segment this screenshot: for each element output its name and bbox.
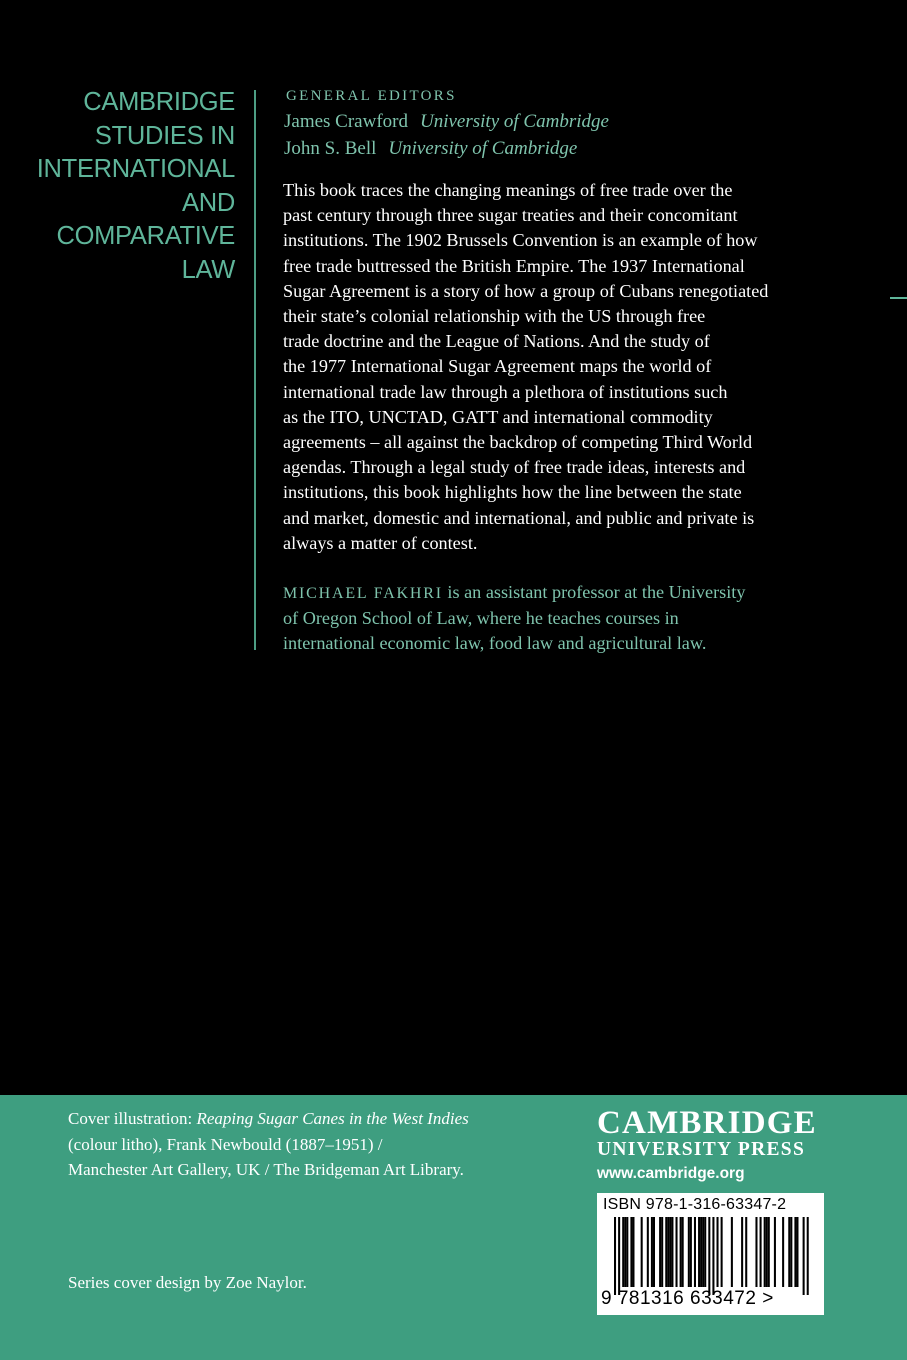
blurb-line: agendas. Through a legal study of free trade ideas, interests and xyxy=(283,457,746,478)
book-blurb xyxy=(283,178,823,556)
editor-row xyxy=(284,138,577,160)
cover-credit-line xyxy=(68,1106,469,1132)
blurb-line: agreements – all against the backdrop of competing Third World xyxy=(283,432,753,453)
cover-credit xyxy=(68,1106,469,1183)
blurb-line: past century through three sugar treaties and their concomitant xyxy=(283,205,738,226)
series-title-line: AND xyxy=(182,188,235,217)
barcode-bar xyxy=(790,1217,792,1287)
cover-credit-prefix: Cover illustration: xyxy=(68,1109,197,1128)
barcode-bar xyxy=(807,1217,809,1295)
barcode-bar xyxy=(676,1217,678,1287)
editor-affiliation: University of Cambridge xyxy=(420,111,609,132)
barcode-bar xyxy=(667,1217,669,1287)
cover-credit-line: (colour litho), Frank Newbould (1887–1951) / xyxy=(68,1134,383,1154)
isbn-label: ISBN 978-1-316-63347-2 xyxy=(603,1196,787,1213)
blurb-line: trade doctrine and the League of Nations. And the study of xyxy=(283,331,710,352)
barcode-bar xyxy=(698,1217,700,1287)
barcode-bar xyxy=(755,1217,757,1287)
barcode-bar xyxy=(632,1217,634,1287)
barcode-bar xyxy=(768,1217,770,1287)
barcode-bar xyxy=(669,1217,671,1287)
barcode-digits: 9 781316 633472 > xyxy=(601,1288,774,1309)
blurb-line: the 1977 International Sugar Agreement maps the world of xyxy=(283,356,712,377)
design-credit: Series cover design by Zoe Naylor. xyxy=(68,1273,307,1292)
editor-row xyxy=(284,111,609,133)
author-name: MICHAEL FAKHRI xyxy=(283,585,443,602)
barcode-bar xyxy=(690,1217,692,1287)
barcode-bar xyxy=(788,1217,790,1287)
editor-name: James Crawford xyxy=(284,111,408,132)
vertical-divider xyxy=(254,90,256,650)
blurb-line: their state’s colonial relationship with the US through free xyxy=(283,306,706,327)
barcode-bar xyxy=(774,1217,776,1287)
barcode-bar xyxy=(712,1217,714,1295)
author-bio-line: international economic law, food law and agricultural law. xyxy=(283,633,707,654)
barcode-bar xyxy=(760,1217,762,1287)
isbn-barcode xyxy=(597,1193,824,1315)
barcode-bar xyxy=(622,1217,624,1287)
barcode-bar xyxy=(704,1217,706,1287)
barcode-bar xyxy=(764,1217,766,1287)
barcode-bar xyxy=(682,1217,684,1287)
blurb-line: always a matter of contest. xyxy=(283,532,478,553)
author-bio-text: is an assistant professor at the University xyxy=(442,582,746,602)
publisher-logo xyxy=(597,1105,827,1185)
barcode-bar xyxy=(794,1217,796,1287)
barcode-bar xyxy=(653,1217,655,1287)
general-editors-heading: GENERAL EDITORS xyxy=(286,88,457,104)
barcode-bar xyxy=(680,1217,682,1287)
spine-mark xyxy=(890,297,907,299)
barcode-bar xyxy=(659,1217,661,1287)
blurb-line: free trade buttressed the British Empire. The 1937 International xyxy=(283,255,745,276)
barcode-bar xyxy=(796,1217,798,1287)
publisher-url: www.cambridge.org xyxy=(597,1165,745,1182)
publisher-name: CAMBRIDGE xyxy=(597,1105,817,1141)
blurb-line: Sugar Agreement is a story of how a group of Cubans renegotiated xyxy=(283,280,769,301)
barcode-bar xyxy=(626,1217,628,1287)
barcode-bar xyxy=(618,1217,620,1295)
barcode-bar xyxy=(614,1217,616,1295)
barcode-bar xyxy=(694,1217,696,1287)
barcode-bar xyxy=(630,1217,632,1287)
author-bio-line: of Oregon School of Law, where he teaches courses in xyxy=(283,608,679,629)
blurb-line: and market, domestic and international, and public and private is xyxy=(283,507,755,528)
barcode-bar xyxy=(665,1217,667,1287)
series-title-line: LAW xyxy=(181,255,235,284)
blurb-line: institutions, this book highlights how the line between the state xyxy=(283,482,742,503)
barcode-bar xyxy=(651,1217,653,1287)
editor-name: John S. Bell xyxy=(284,138,377,159)
editor-affiliation: University of Cambridge xyxy=(388,138,578,159)
barcode-bar xyxy=(731,1217,733,1287)
barcode-bar xyxy=(717,1217,719,1287)
blurb-line: international trade law through a plethora of institutions such xyxy=(283,381,728,402)
barcode-bar xyxy=(708,1217,710,1295)
series-title-line: CAMBRIDGE xyxy=(83,88,235,116)
barcode-bar xyxy=(702,1217,704,1287)
barcode-bar xyxy=(803,1217,805,1295)
barcode-bar xyxy=(641,1217,643,1287)
author-bio xyxy=(283,580,843,657)
series-title-line: STUDIES IN xyxy=(94,121,235,150)
barcode-bar xyxy=(766,1217,768,1287)
blurb-line: as the ITO, UNCTAD, GATT and international commodity xyxy=(283,406,713,427)
series-title-line: COMPARATIVE xyxy=(56,222,235,251)
barcode-bar xyxy=(624,1217,626,1287)
series-title xyxy=(15,86,235,288)
publisher-press: UNIVERSITY PRESS xyxy=(597,1139,806,1160)
barcode-bar xyxy=(745,1217,747,1287)
blurb-line: institutions. The 1902 Brussels Convention is an example of how xyxy=(283,230,758,251)
blurb-line: This book traces the changing meanings of free trade over the xyxy=(283,180,733,200)
barcode-bar xyxy=(647,1217,649,1287)
barcode-bar xyxy=(782,1217,784,1287)
barcode-bar xyxy=(741,1217,743,1287)
cover-credit-line: Manchester Art Gallery, UK / The Bridgeman Art Library. xyxy=(68,1160,464,1179)
barcode-bar xyxy=(671,1217,673,1287)
barcode-bar xyxy=(700,1217,702,1287)
barcode-bar xyxy=(688,1217,690,1287)
barcode-bar xyxy=(661,1217,663,1287)
artwork-title: Reaping Sugar Canes in the West Indies xyxy=(196,1109,469,1128)
barcode-bar xyxy=(721,1217,723,1287)
author-bio-line xyxy=(283,580,843,606)
series-title-line: INTERNATIONAL xyxy=(36,155,235,184)
